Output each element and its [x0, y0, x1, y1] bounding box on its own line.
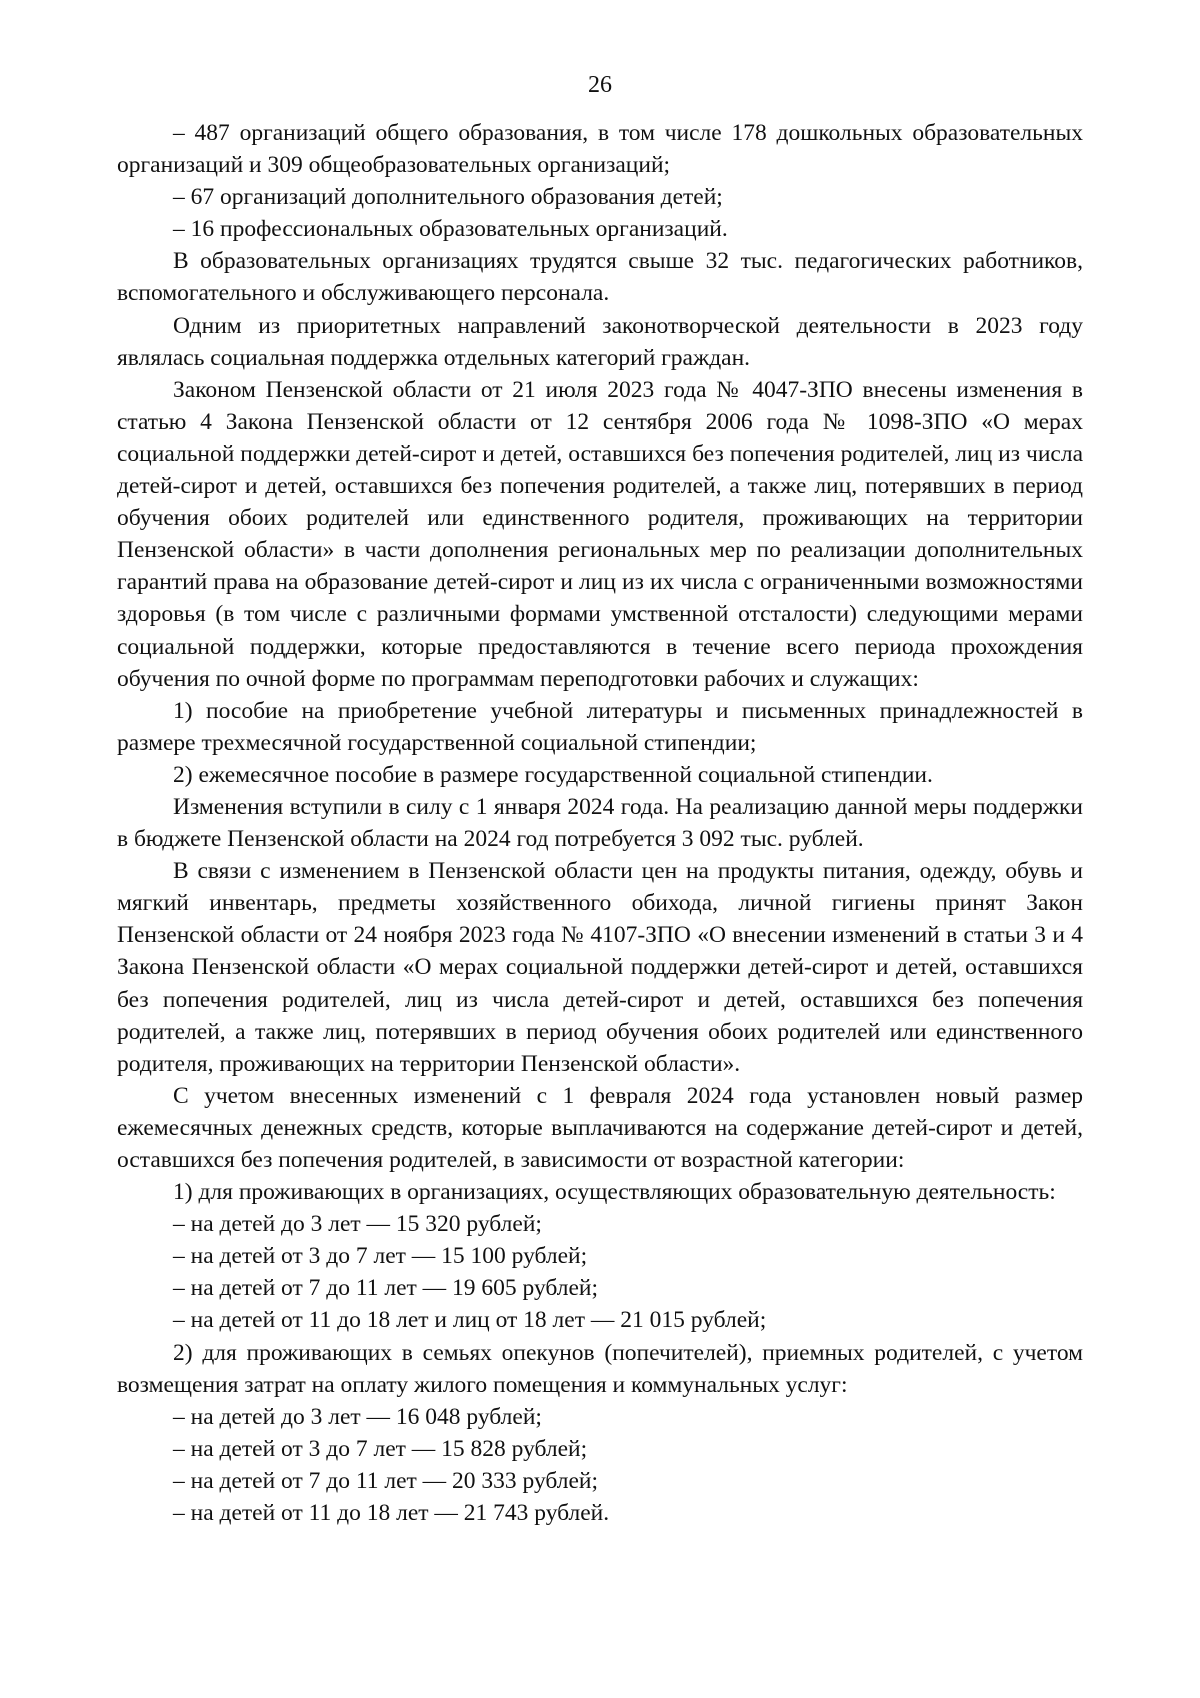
paragraph-3: – 16 профессиональных образовательных организаций.	[173, 216, 728, 243]
list-item: – на детей от 3 до 7 лет — 15 100 рублей;	[173, 1243, 588, 1270]
list-item: – на детей до 3 лет — 15 320 рублей;	[173, 1211, 542, 1238]
paragraph-2: – 67 организаций дополнительного образования детей;	[173, 184, 723, 211]
paragraph-10: В связи с изменением в Пензенской области цен на продукты питания, одежду, обувь и мягкий инвентарь, предметы хозяйственного обихода, личной гигиены принят Закон Пензенской области от 24 ноября 2023 года № 4107-ЗПО «О внесении изменений в статьи 3 и 4 Закона Пензенской области «О мерах социальной поддержки детей-сирот и детей, оставшихся без попечения родителей, лиц из числа детей-сирот и детей, оставшихся без попечения родителей, а также лиц, потерявших в период обучения обоих родителей или единственного родителя, проживающих на территории Пензенской области».	[117, 858, 1083, 1077]
paragraph-11: С учетом внесенных изменений с 1 февраля 2024 года установлен новый размер ежемесячных денежных средств, которые выплачиваются на содержание детей-сирот и детей, оставшихся без попечения родителей, в зависимости от возрастной категории:	[117, 1082, 1083, 1173]
paragraph-8: 2) ежемесячное пособие в размере государственной социальной стипендии.	[173, 761, 933, 788]
list-item: – на детей от 11 до 18 лет и лиц от 18 лет — 21 015 рублей;	[173, 1307, 767, 1334]
paragraph-6: Законом Пензенской области от 21 июля 2023 года № 4047-ЗПО внесены изменения в статью 4 Закона Пензенской области от 12 сентября 2006 года № 1098-ЗПО «О мерах социальной поддержки детей-сирот и детей, оставшихся без попечения родителей, лиц из числа детей-сирот и детей, оставшихся без попечения родителей, а также лиц, потерявших в период обучения обоих родителей или единственного родителя, проживающих на территории Пензенской области» в части дополнения региональных мер по реализации дополнительных гарантий права на образование детей-сирот и лиц из их числа с ограниченными возможностями здоровья (в том числе с различными формами умственной отсталости) следующими мерами социальной поддержки, которые предоставляются в течение всего периода прохождения обучения по очной форме по программам переподготовки рабочих и служащих:	[117, 376, 1083, 692]
paragraph-12: 1) для проживающих в организациях, осуществляющих образовательную деятельность:	[173, 1179, 1056, 1206]
paragraph-7: 1) пособие на приобретение учебной литературы и письменных принадлежностей в размере трехмесячной государственной социальной стипендии;	[117, 697, 1083, 756]
paragraph-5: Одним из приоритетных направлений законотворческой деятельности в 2023 году являлась социальная поддержка отдельных категорий граждан.	[117, 312, 1083, 371]
list-item: – на детей от 3 до 7 лет — 15 828 рублей;	[173, 1435, 588, 1462]
page-number: 26	[588, 72, 612, 98]
paragraph-1: – 487 организаций общего образования, в том числе 178 дошкольных образовательных организаций и 309 общеобразовательных организаций;	[117, 120, 1083, 179]
paragraph-4: В образовательных организациях трудятся свыше 32 тыс. педагогических работников, вспомогательного и обслуживающего персонала.	[117, 248, 1083, 307]
list-item: – на детей до 3 лет — 16 048 рублей;	[173, 1403, 542, 1430]
document-page	[117, 60, 1083, 1529]
paragraph-17: 2) для проживающих в семьях опекунов (попечителей), приемных родителей, с учетом возмещения затрат на оплату жилого помещения и коммунальных услуг:	[117, 1339, 1083, 1398]
list-item: – на детей от 11 до 18 лет — 21 743 рублей.	[173, 1500, 610, 1527]
list-item: – на детей от 7 до 11 лет — 20 333 рублей;	[173, 1467, 599, 1494]
list-item: – на детей от 7 до 11 лет — 19 605 рублей;	[173, 1275, 599, 1302]
paragraph-9: Изменения вступили в силу с 1 января 2024 года. На реализацию данной меры поддержки в бюджете Пензенской области на 2024 год потребуется 3 092 тыс. рублей.	[117, 793, 1083, 853]
